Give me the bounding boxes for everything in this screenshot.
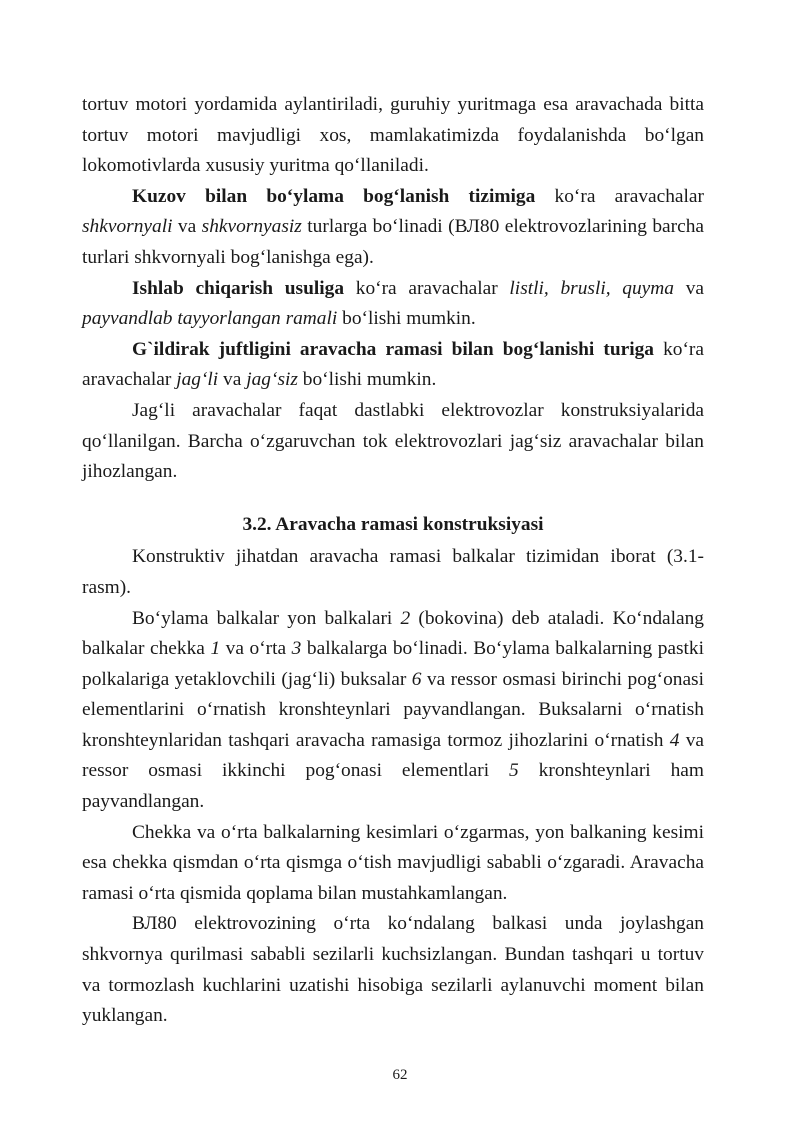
paragraph-jagli-usage: Jag‘li aravachalar faqat dastlabki elektrovozlar konstruksiyalarida qo‘llanilgan. Barcha o‘zgaruvchan tok elektrovozlari jag‘siz aravachalar bilan jihozlangan.: [82, 399, 704, 483]
text-span: bo‘lishi mumkin.: [297, 369, 437, 391]
term-manufacturing: Ishlab chiqarish usuliga: [132, 277, 345, 299]
term-jagsiz: jag‘siz: [246, 369, 298, 391]
paragraph-cross-sections: Chekka va o‘rta balkalarning kesimlari o‘zgarmas, yon balkaning kesimi esa chekka qismdan o‘rta qismga o‘tish mavjudligi sababli o‘zgaradi. Aravacha ramasi o‘rta qismida qoplama bilan mustahkamlangan.: [82, 821, 704, 904]
text-span: va ressor osmasi ikkinchi pog‘onasi elementlari: [82, 729, 704, 782]
text-span: turlarga bo‘linadi (ВЛ80 elektrovozlarining barcha turlari shkvornyali bog‘lanishga ega).: [82, 216, 704, 268]
paragraph-wheelset-coupling: [82, 335, 704, 396]
page-body: [82, 90, 704, 1032]
text-span: va ressor osmasi birinchi pog‘onasi elementlarini o‘rnatish kronshteynlari payvandlangan. Buksalarni o‘rnatish kronshteynlaridan tashqari aravacha ramasiga tormoz jihozlarini o‘rnatish: [82, 668, 704, 751]
paragraph-coupling-system: [82, 182, 704, 274]
term-wheelset-coupling: G`ildirak juftligini aravacha ramasi bilan bog‘lanishi turiga: [132, 338, 655, 360]
text-span: (bokovina) deb ataladi. Ko‘ndalang balkalar chekka: [82, 607, 705, 660]
figure-ref-2: 2: [400, 607, 411, 629]
text-span: kronshteynlari ham payvandlangan.: [82, 760, 704, 813]
text-span: balkalarga bo‘linadi. Bo‘ylama balkalarning pastki polkalariga yetaklovchili (jag‘li) buksalar: [82, 638, 705, 690]
figure-ref-1: 1: [210, 638, 221, 660]
text-span: Bo‘ylama balkalar yon balkalari: [132, 607, 401, 629]
text-span: va: [673, 277, 704, 299]
page-number: 62: [392, 1067, 408, 1083]
text-span: va: [172, 216, 202, 238]
figure-ref-3: 3: [291, 638, 302, 660]
paragraph-manufacturing: [82, 274, 704, 335]
text-span: ko‘ra aravachalar: [344, 277, 510, 299]
text-span: bo‘lishi mumkin.: [337, 308, 476, 330]
figure-ref-4: 4: [669, 729, 680, 751]
text-span: va: [218, 369, 247, 391]
term-shkvornyasiz: shkvornyasiz: [201, 216, 302, 238]
text-span: ko‘ra aravachalar: [535, 185, 704, 207]
section-heading: 3.2. Aravacha ramasi konstruksiyasi: [242, 513, 544, 535]
figure-ref-5: 5: [509, 760, 519, 782]
paragraph-construction: Konstruktiv jihatdan aravacha ramasi balkalar tizimidan iborat (3.1-rasm).: [82, 546, 704, 598]
term-welded-frame: payvandlab tayyorlangan ramali: [82, 308, 338, 330]
term-jagli: jag‘li: [176, 369, 219, 391]
paragraph-vl80-balka: ВЛ80 elektrovozining o‘rta ko‘ndalang balkasi unda joylashgan shkvornya qurilmasi sababli sezilarli kuchsizlangan. Bundan tashqari u tortuv va tormozlash kuchlarini uzatishi hisobiga sezilarli aylanuvchi moment bilan yuklangan.: [82, 913, 704, 1027]
text-span: va o‘rta: [220, 638, 292, 660]
term-shkvornyali: shkvornyali: [82, 216, 173, 238]
figure-ref-6: 6: [411, 668, 422, 690]
paragraph-balkalar: [82, 604, 704, 818]
term-frame-types: listli, brusli, quyma: [509, 277, 674, 299]
term-coupling-system: Kuzov bilan bo‘ylama bog‘lanish tizimiga: [132, 185, 536, 207]
text-span: ko‘ra aravachalar: [82, 338, 704, 391]
paragraph-continuation: tortuv motori yordamida aylantiriladi, guruhiy yuritmaga esa aravachada bitta tortuv motori mavjudligi xos, mamlakatimizda foydalanishda bo‘lgan lokomotivlarda xususiy yuritma qo‘llaniladi.: [82, 94, 704, 177]
